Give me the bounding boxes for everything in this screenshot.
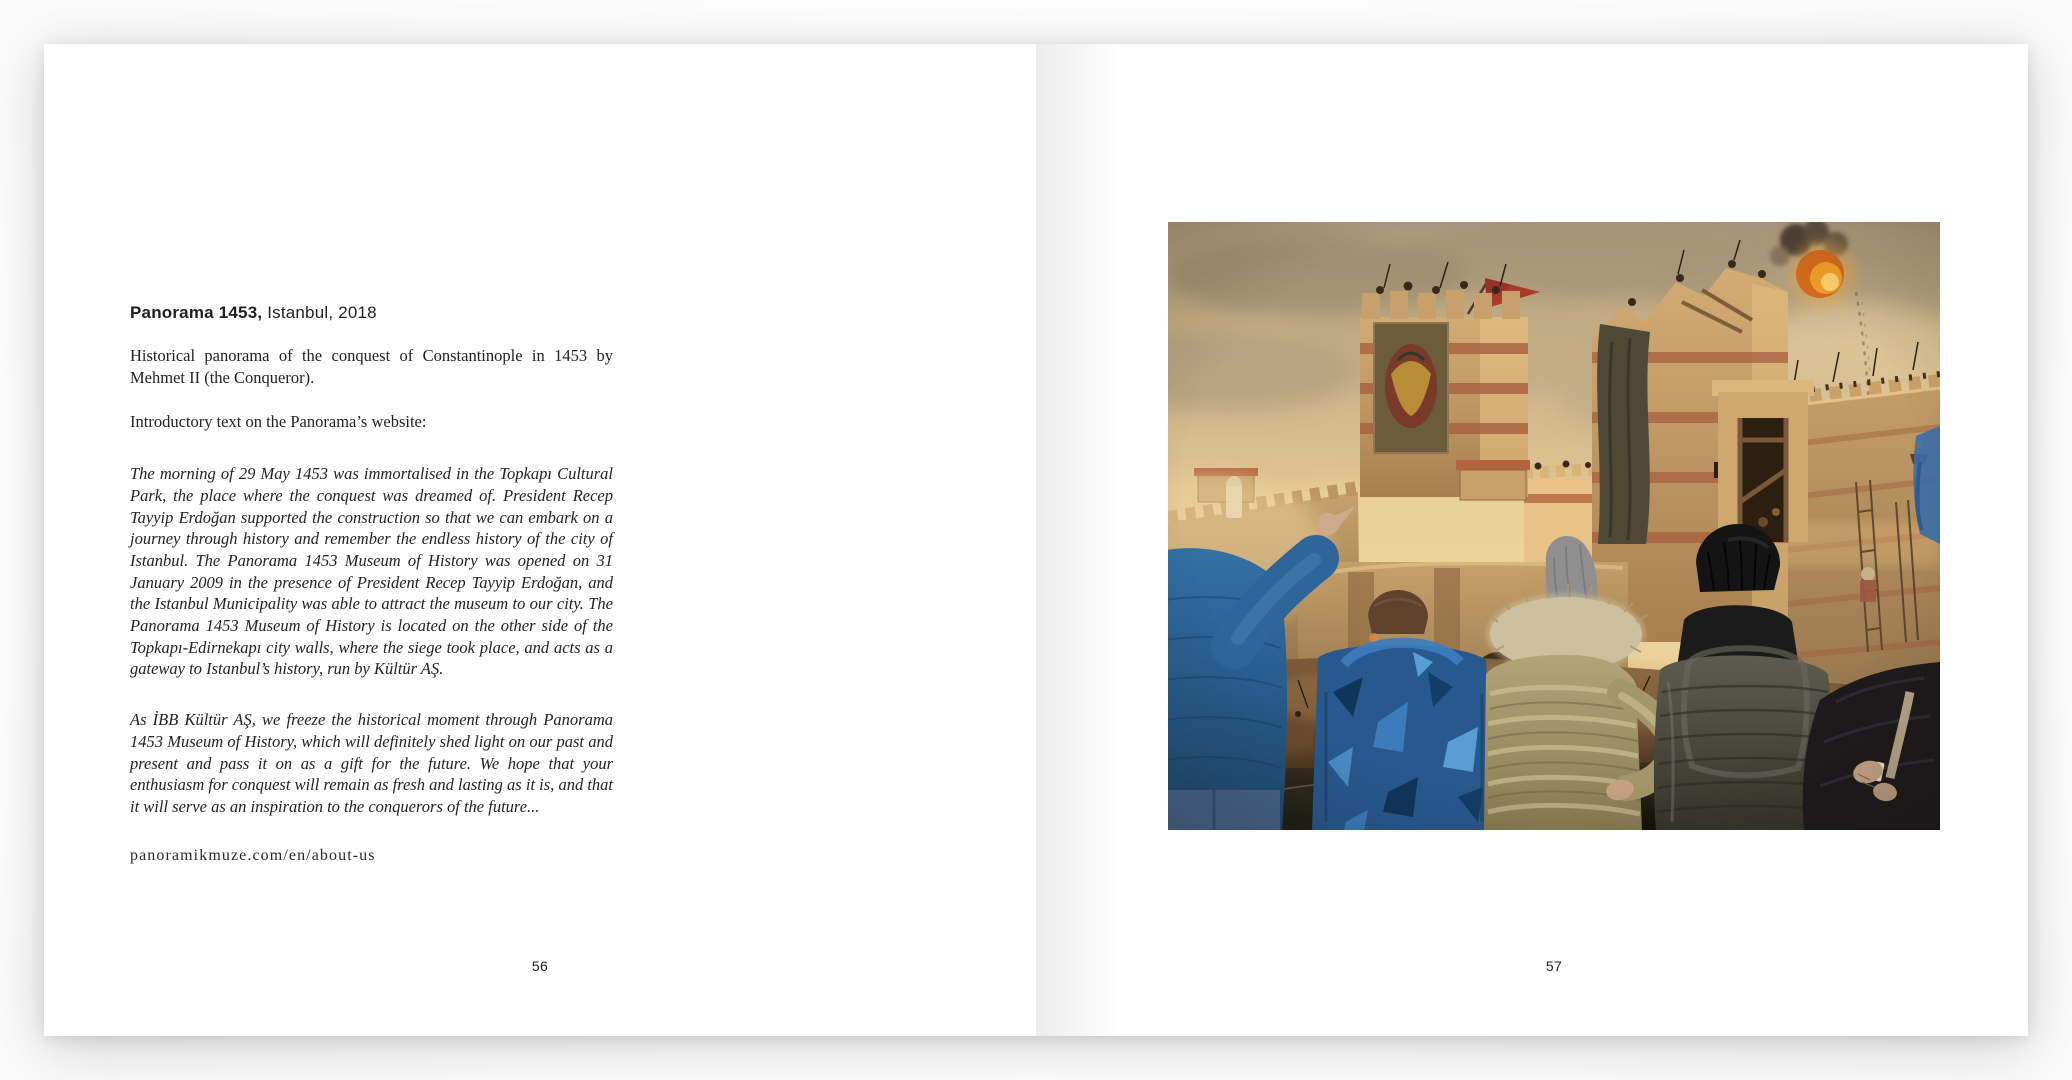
page-57 — [1036, 44, 2028, 1036]
panorama-1453-photograph — [1168, 222, 1940, 830]
page-number-57: 57 — [1545, 958, 1563, 974]
page-56 — [44, 44, 1036, 1036]
artwork-title: Panorama 1453, — [130, 303, 263, 322]
caption-block — [130, 302, 613, 866]
artwork-subtitle: Istanbul, 2018 — [262, 303, 377, 322]
quote-paragraph-1: The morning of 29 May 1453 was immortalised in the Topkapı Cultural Park, the place where the conquest was dreamed of. President Recep Tayyip Erdoğan supported the construction so that we can embark on a journey through history and remember the endless history of the city of Istanbul. The Panorama 1453 Museum of History was opened on 31 January 2009 in the presence of President Recep Tayyip Erdoğan, and the Istanbul Municipality was able to attract the museum to our city. The Panorama 1453 Museum of History is located on the other side of the Topkapı-Edirnekapı city walls, where the siege took place, and acts as a gateway to Istanbul’s history, run by Kültür AŞ. — [130, 464, 613, 679]
quote-paragraph-2: As İBB Kültür AŞ, we freeze the historical moment through Panorama 1453 Museum of History, which will definitely shed light on our past and present and pass it on as a gift for the future. We hope that your enthusiasm for conquest will remain as fresh and lasting as it is, and that it will serve as an inspiration to the conquerors of the future... — [130, 710, 613, 816]
website-url: panoramikmuze.com/en/about-us — [130, 846, 376, 864]
intro-line: Introductory text on the Panorama’s website: — [130, 412, 427, 432]
page-number-56: 56 — [531, 958, 549, 974]
book-spread — [44, 44, 2028, 1036]
photo-vignette — [1168, 222, 1940, 830]
artwork-title-line — [130, 302, 613, 324]
description-paragraph: Historical panorama of the conquest of Constantinople in 1453 by Mehmet II (the Conqueror). — [130, 346, 613, 387]
